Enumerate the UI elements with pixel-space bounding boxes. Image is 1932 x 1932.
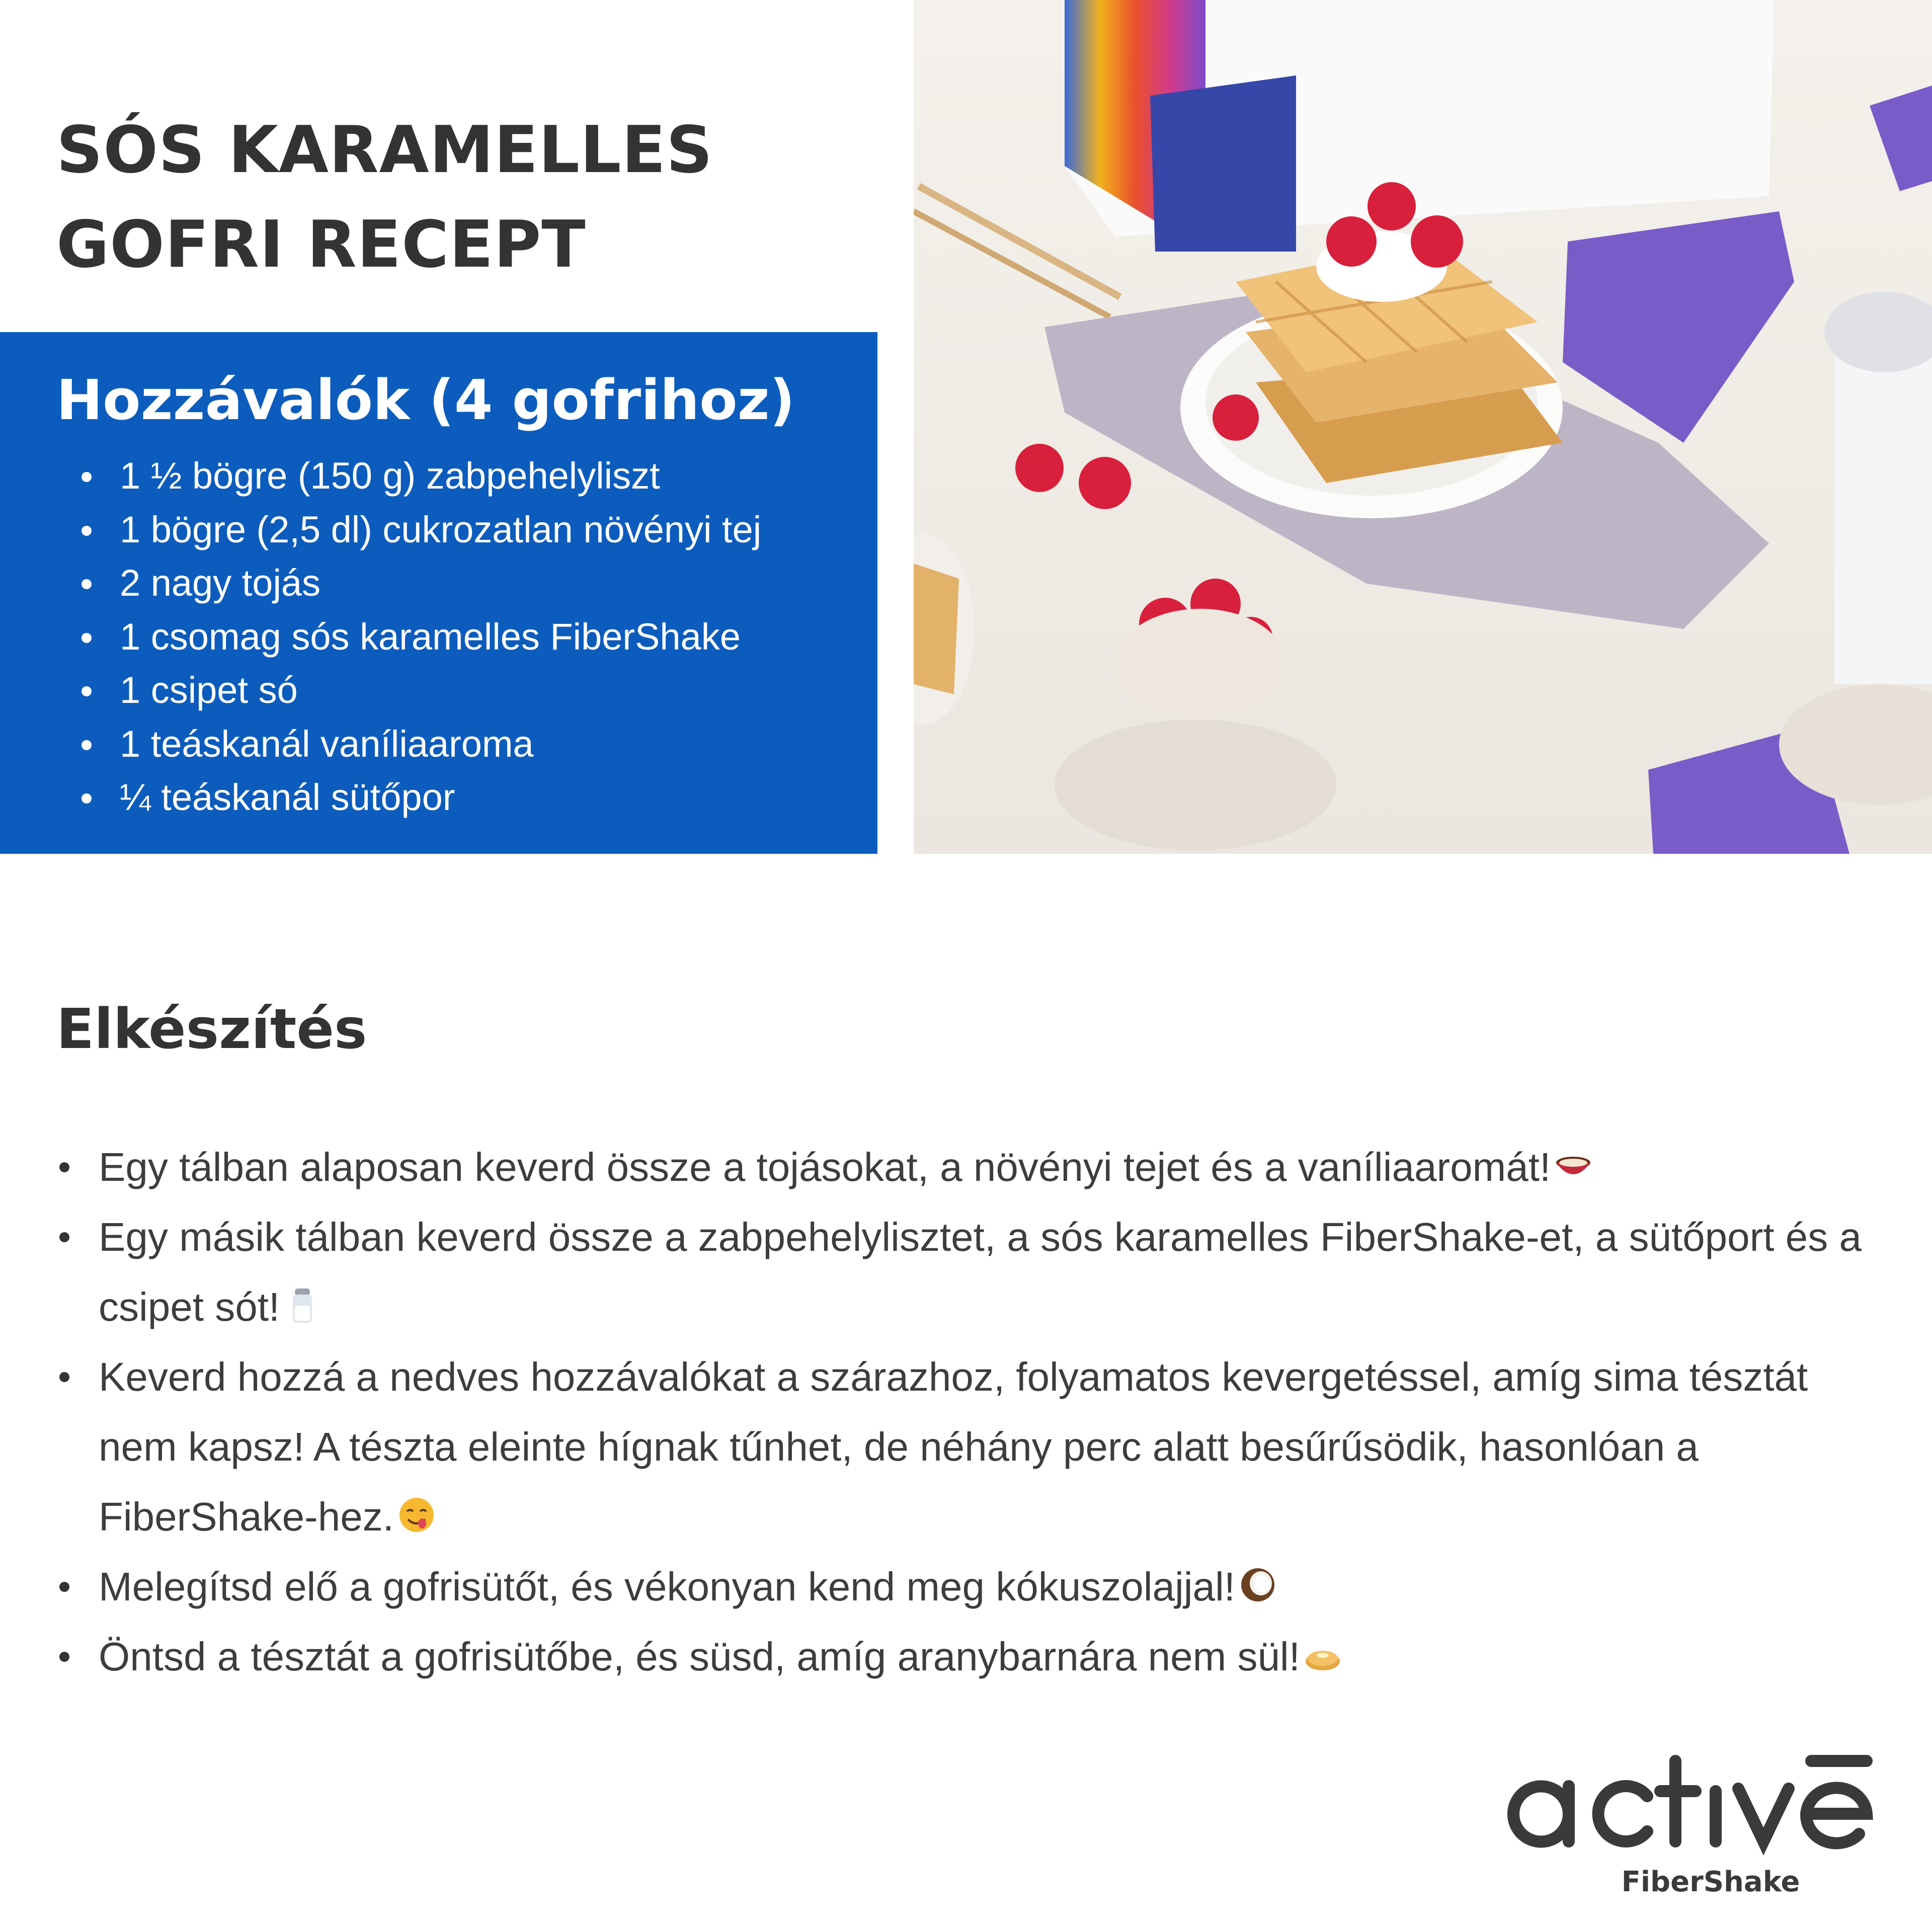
ingredient-item: ¼ teáskanál sütőpor [75,771,860,825]
waffle-photo [914,0,1932,854]
bowl-icon [1554,1136,1593,1175]
step-item [55,1342,1897,1552]
ingredient-item: 1 csipet só [75,664,860,717]
step-text: Keverd hozzá a nedves hozzávalókat a szárazhoz, folyamatos kevergetéssel, amíg sima tésztát nem kapsz! A tészta eleinte hígnak tűnhet, de néhány perc alatt besűrűsödik, hasonlóan a FiberShake-hez. [99,1354,1808,1539]
waffle-icon [1303,1626,1342,1665]
ingredients-list [75,449,860,825]
step-item [55,1202,1897,1342]
coconut-icon [1238,1556,1277,1595]
preparation-steps [55,1132,1897,1692]
active-fibershake-logo [1504,1741,1897,1907]
ingredient-item: 1 teáskanál vaníliaaroma [75,717,860,771]
step-text: Egy másik tálban keverd össze a zabpehelylisztet, a sós karamelles FiberShake-et, a sütőport és a csipet sót! [99,1215,1862,1329]
product-name: FiberShake [1621,1866,1800,1898]
step-text: Egy tálban alaposan keverd össze a tojásokat, a növényi tejet és a vaníliaaromát! [99,1145,1551,1189]
ingredient-item: 1 ½ bögre (150 g) zabpehelyliszt [75,449,860,503]
step-item [55,1552,1897,1622]
recipe-title-line-1: SÓS KARAMELLES [56,113,713,188]
ingredient-item: 1 csomag sós karamelles FiberShake [75,610,860,664]
ingredient-item: 1 bögre (2,5 dl) cukrozatlan növényi tej [75,503,860,557]
preparation-heading: Elkészítés [56,997,367,1061]
active-logo-wordmark [1504,1741,1897,1862]
step-text: Melegítsd elő a gofrisütőt, és vékonyan kend meg kókuszolajjal! [99,1564,1236,1609]
step-text: Öntsd a tésztát a gofrisütőbe, és süsd, amíg aranybarnára nem sül! [99,1634,1300,1679]
ingredients-heading: Hozzávalók (4 gofrihoz) [56,368,795,432]
recipe-title [56,103,861,292]
step-item [55,1622,1897,1692]
yum-face-icon [397,1486,436,1525]
salt-shaker-icon [283,1276,322,1315]
recipe-title-line-2: GOFRI RECEPT [56,207,586,282]
step-item [55,1132,1897,1202]
ingredient-item: 2 nagy tojás [75,556,860,610]
